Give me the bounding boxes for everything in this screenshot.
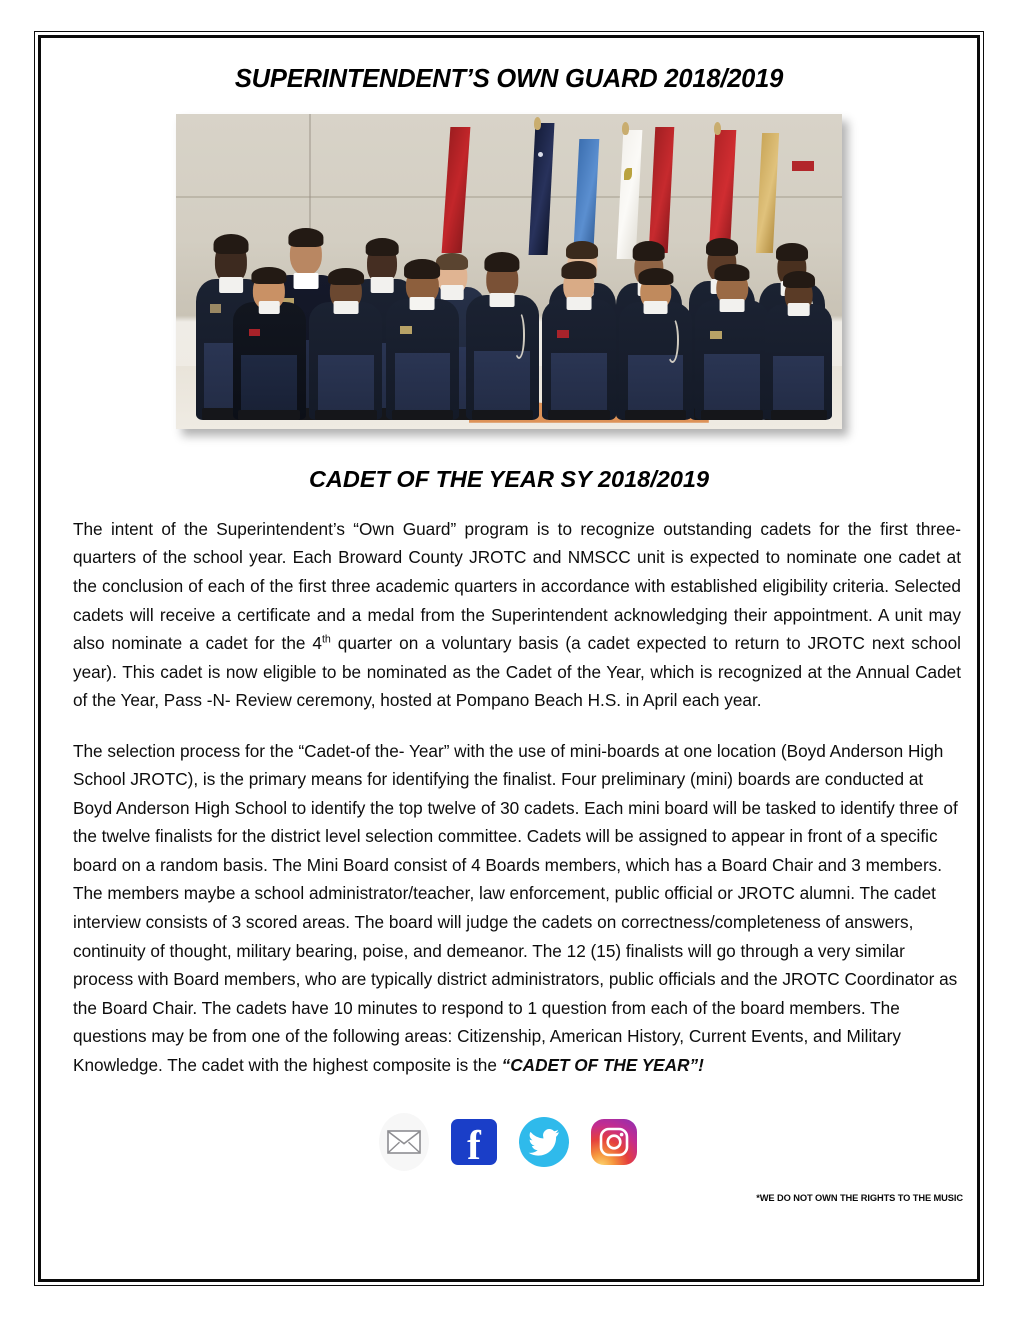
facebook-link[interactable] — [449, 1117, 499, 1167]
photo-cadet-front-1 — [233, 231, 306, 420]
paragraph-1-text-part-1: The intent of the Superintendent’s “Own Guard” program is to recognize outstanding cadets for the first three-quarters of the school year. Each Broward County JROTC and NMSCC unit is expected to nominate one cadet at the conclusion of each of the first three academic quarters in accordance with established eligibility criteria. Selected cadets will receive a certificate and a medal from the Superintendent acknowledging their appointment. A unit may also nominate a cadet for the 4 — [73, 518, 961, 654]
email-icon — [387, 1130, 421, 1154]
superintendents-own-guard-group-photo — [176, 114, 842, 429]
facebook-icon — [451, 1119, 497, 1169]
photo-exit-sign — [792, 161, 814, 171]
photo-cadet-front-8 — [765, 234, 832, 420]
email-icon-circle — [379, 1113, 429, 1171]
facebook-icon-glyph: f — [467, 1122, 481, 1169]
paragraph-selection-process — [73, 737, 961, 1080]
instagram-icon — [591, 1119, 637, 1165]
photo-cadet-front-5 — [542, 224, 615, 419]
photo-cadet-front-2 — [309, 231, 382, 420]
page-subtitle: CADET OF THE YEAR SY 2018/2019 — [308, 466, 710, 493]
photo-cadet-front-6 — [619, 231, 692, 420]
group-photo-container — [176, 114, 842, 429]
photo-cadet-front-3 — [386, 224, 459, 419]
email-link[interactable] — [379, 1117, 429, 1167]
ordinal-superscript-th: th — [321, 633, 331, 646]
paragraph-2-text-part-1: The selection process for the “Cadet-of the- Year” with the use of mini-boards at one location (Boyd Anderson High School JROTC), is the primary means for identifying the finalist. Four preliminary (mini) boards are conducted at Boyd Anderson High School to identify the top twelve of 30 cadets. Each mini board will be tasked to identify three of the twelve finalists for the district level selection committee. Cadets will be assigned to appear in front of a specific board on a random basis. The Mini Board consist of 4 Boards members, which has a Board Chair and 3 members. The members maybe a school administrator/teacher, law enforcement, public official or JROTC alumni. The cadet interview consists of 3 scored areas. The board will judge the cadets on correctness/completeness of answers, continuity of thought, military bearing, poise, and demeanor. The 12 (15) finalists will go through a very similar process with Board members, who are typically district administrators, public officials and the JROTC Coordinator as the Board Chair. The cadets have 10 minutes to respond to 1 question from each of the board members. The questions may be from one of the following areas: Citizenship, American History, Current Events, and Military Knowledge. The cadet with the highest composite is the — [73, 740, 958, 1075]
page-content — [41, 38, 977, 1279]
photo-flag-white-emblem — [624, 168, 632, 180]
body-text-column — [53, 515, 965, 1079]
twitter-icon — [519, 1117, 569, 1167]
photo-cadet-front-7 — [695, 227, 768, 419]
music-rights-disclaimer: *WE DO NOT OWN THE RIGHTS TO THE MUSIC — [756, 1193, 963, 1204]
instagram-link[interactable] — [589, 1117, 639, 1167]
photo-flag-finial-1 — [534, 117, 541, 130]
twitter-bird-icon — [528, 1128, 560, 1156]
footer-disclaimer-row — [41, 1193, 977, 1203]
page-border-frame — [38, 35, 980, 1282]
social-links-row — [41, 1117, 977, 1167]
photo-flag-finial-2 — [622, 122, 629, 135]
photo-flag-finial-3 — [714, 122, 721, 135]
page-title: SUPERINTENDENT’S OWN GUARD 2018/2019 — [234, 65, 784, 93]
instagram-camera-icon — [599, 1127, 629, 1157]
cadet-of-the-year-emphasis: “CADET OF THE YEAR”! — [501, 1054, 704, 1075]
photo-cadet-front-4 — [466, 218, 539, 420]
twitter-link[interactable] — [519, 1117, 569, 1167]
paragraph-1-text-part-2: quarter on a voluntary basis (a cadet expected to return to JROTC next school year). This cadet is now eligible to be nominated as the Cadet of the Year, which is recognized at the Annual Cadet of the Year, Pass -N- Review ceremony, hosted at Pompano Beach H.S. in April each year. — [73, 633, 961, 711]
paragraph-program-intent — [73, 515, 961, 715]
